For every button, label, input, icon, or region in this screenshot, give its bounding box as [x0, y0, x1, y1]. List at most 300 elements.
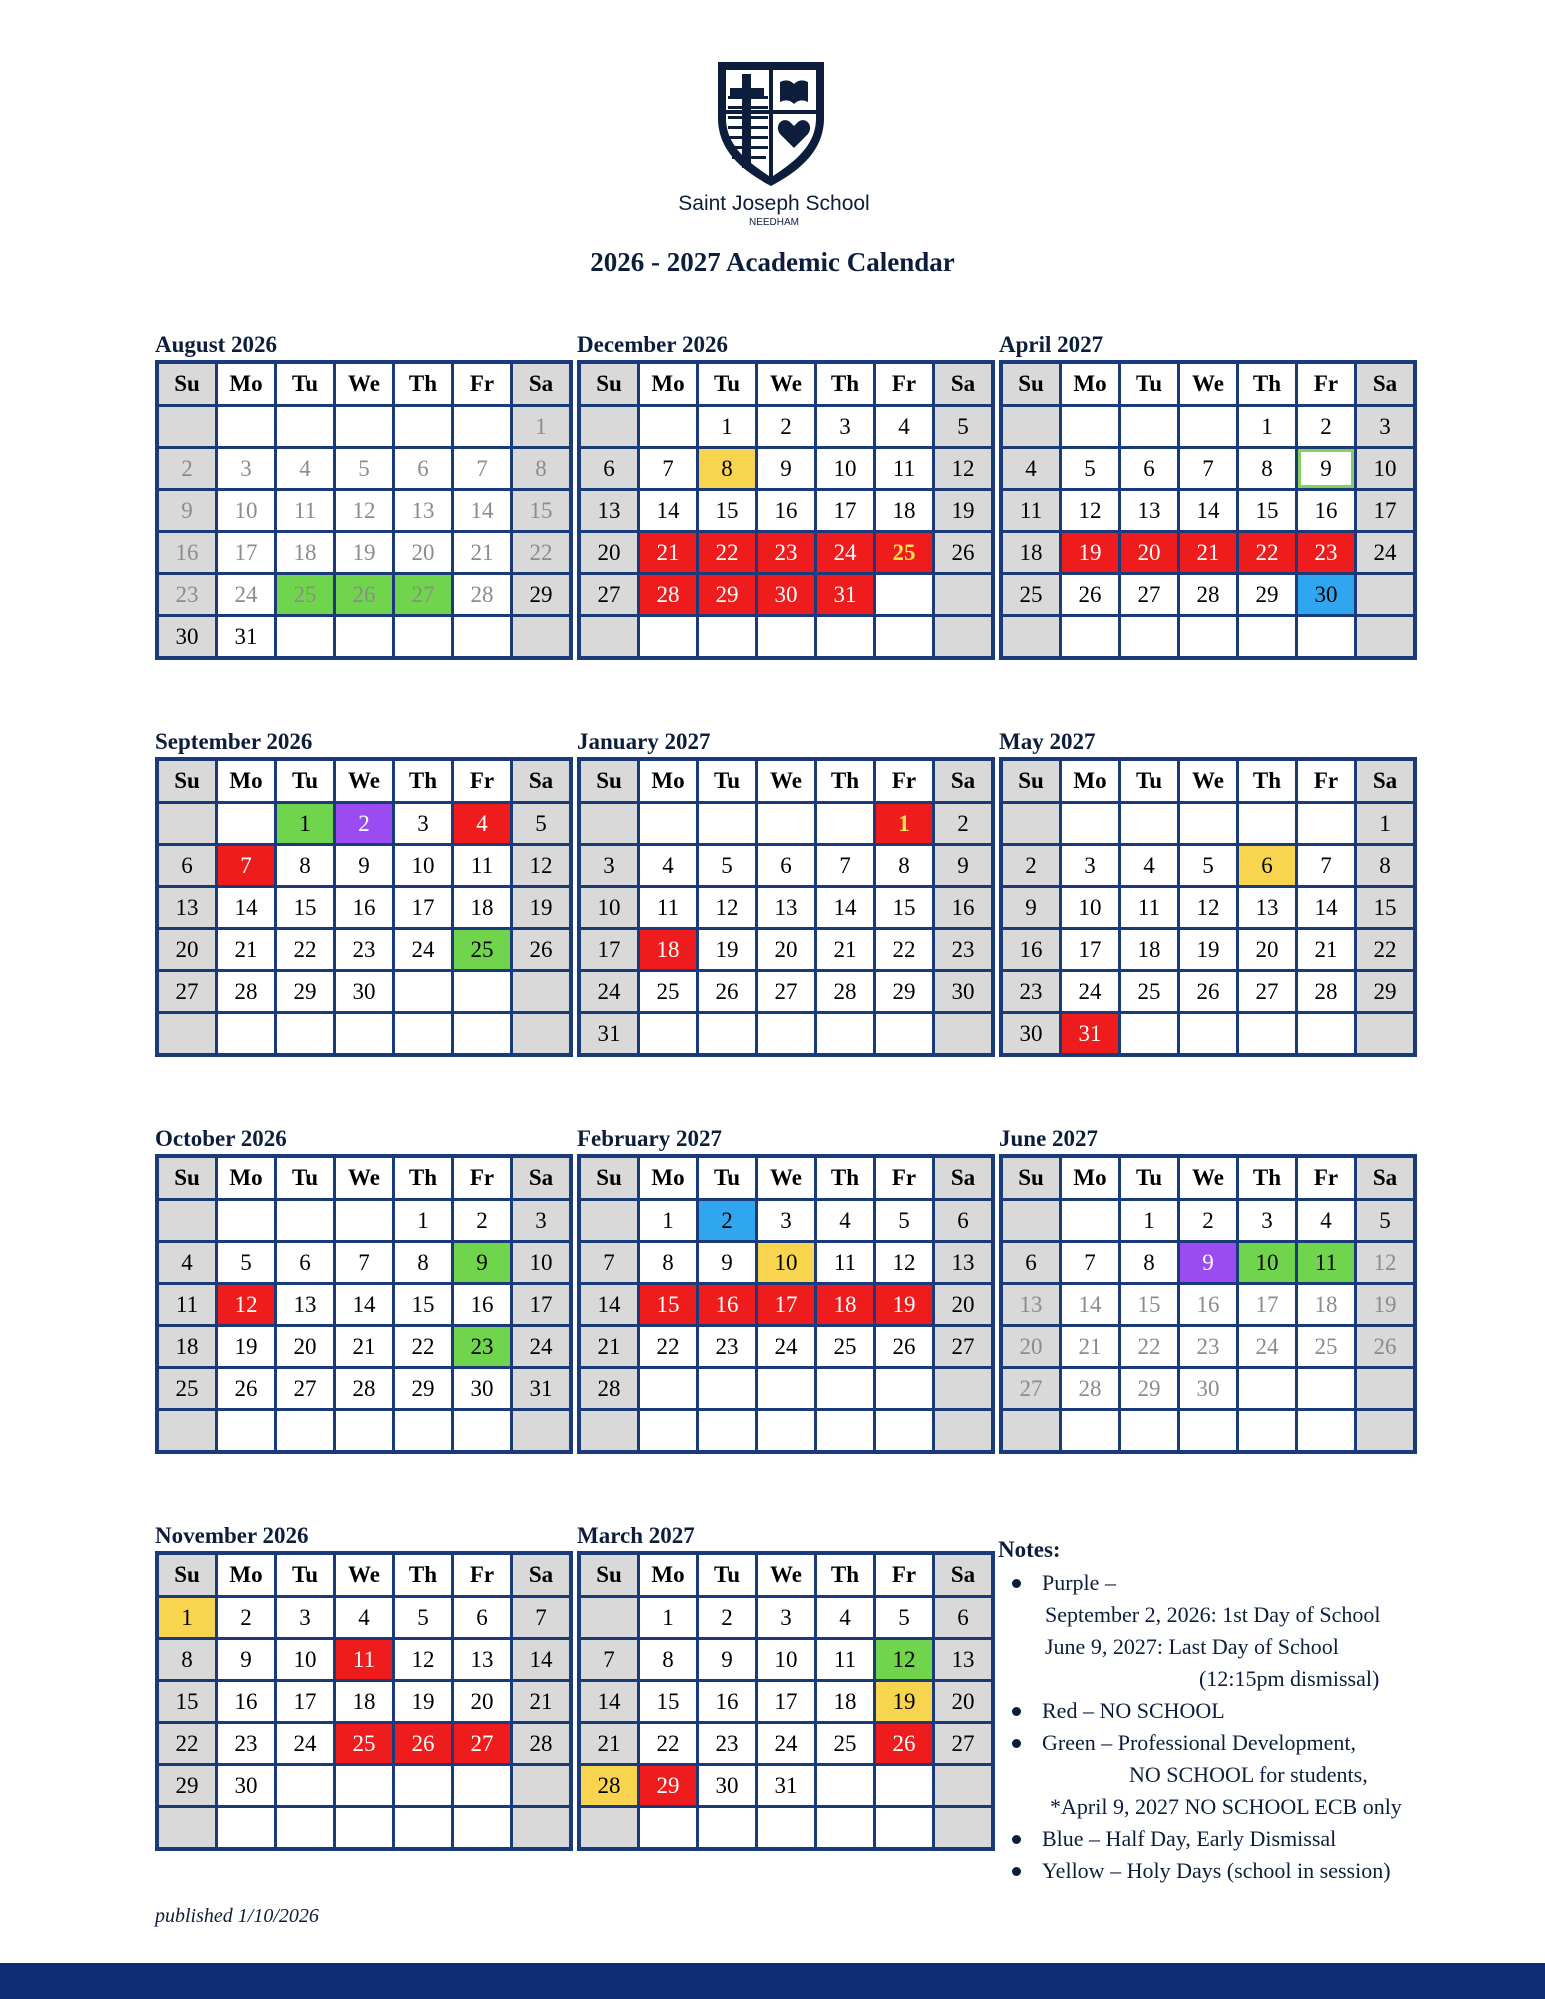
weekday-header: Sa	[512, 362, 572, 406]
day-cell: 6	[157, 845, 217, 887]
day-cell: 27	[934, 1326, 994, 1368]
note-blue-label: Blue – Half Day, Early Dismissal	[1042, 1826, 1337, 1851]
day-cell: 19	[217, 1326, 276, 1368]
day-cell: 21	[453, 532, 512, 574]
weekday-header: Mo	[217, 759, 276, 803]
empty-day-cell	[1120, 1410, 1179, 1453]
note-green-line: *April 9, 2027 NO SCHOOL ECB only	[1050, 1794, 1402, 1819]
day-cell: 8	[1356, 845, 1416, 887]
weekday-header: We	[757, 1156, 816, 1200]
note-purple-line: (12:15pm dismissal)	[1199, 1666, 1380, 1691]
week-row	[157, 929, 571, 971]
empty-day-cell	[579, 803, 639, 845]
day-cell: 10	[512, 1242, 572, 1284]
day-cell: 1	[1120, 1200, 1179, 1242]
day-cell: 9	[757, 448, 816, 490]
day-cell: 3	[1356, 406, 1416, 448]
day-cell: 3	[816, 406, 875, 448]
day-cell: 7	[1061, 1242, 1120, 1284]
day-cell: 12	[217, 1284, 276, 1326]
day-cell: 5	[512, 803, 572, 845]
day-cell: 18	[335, 1681, 394, 1723]
week-row	[579, 971, 993, 1013]
day-cell: 19	[934, 490, 994, 532]
day-cell: 29	[394, 1368, 453, 1410]
month-grid	[999, 757, 1417, 1057]
empty-day-cell	[1179, 406, 1238, 448]
day-cell: 27	[579, 574, 639, 616]
day-cell: 25	[1297, 1326, 1356, 1368]
day-cell: 24	[1061, 971, 1120, 1013]
day-cell: 9	[217, 1639, 276, 1681]
day-cell: 9	[157, 490, 217, 532]
day-cell: 4	[816, 1200, 875, 1242]
weekday-header-row	[157, 1156, 571, 1200]
empty-day-cell	[816, 1013, 875, 1056]
month-calendar	[577, 1522, 976, 1851]
month-grid	[577, 1551, 995, 1851]
day-cell: 13	[1120, 490, 1179, 532]
week-row	[1001, 803, 1415, 845]
day-cell: 14	[579, 1681, 639, 1723]
day-cell: 28	[217, 971, 276, 1013]
day-cell: 25	[816, 1723, 875, 1765]
week-row	[157, 1597, 571, 1639]
empty-day-cell	[1061, 1200, 1120, 1242]
month-grid	[999, 360, 1417, 660]
week-row	[157, 1639, 571, 1681]
logo-text: Saint Joseph School	[678, 192, 870, 215]
week-row	[1001, 1326, 1415, 1368]
day-cell: 21	[217, 929, 276, 971]
day-cell: 24	[579, 971, 639, 1013]
empty-day-cell	[276, 1013, 335, 1056]
empty-day-cell	[1120, 616, 1179, 659]
week-row	[157, 406, 571, 448]
weekday-header: Mo	[1061, 759, 1120, 803]
day-cell: 21	[579, 1326, 639, 1368]
day-cell: 1	[639, 1597, 698, 1639]
week-row	[1001, 574, 1415, 616]
empty-day-cell	[579, 406, 639, 448]
weekday-header: Tu	[276, 362, 335, 406]
empty-day-cell	[579, 1597, 639, 1639]
weekday-header: Fr	[453, 362, 512, 406]
empty-day-cell	[639, 406, 698, 448]
month-calendar	[155, 331, 554, 660]
week-row	[157, 1200, 571, 1242]
day-cell: 23	[453, 1326, 512, 1368]
weekday-header: Th	[394, 362, 453, 406]
day-cell: 25	[816, 1326, 875, 1368]
week-row	[579, 1410, 993, 1453]
weekday-header: Sa	[1356, 362, 1416, 406]
day-cell: 20	[1001, 1326, 1061, 1368]
weekday-header: Fr	[875, 1156, 934, 1200]
weekday-header: Fr	[875, 759, 934, 803]
day-cell: 16	[698, 1284, 757, 1326]
day-cell: 28	[453, 574, 512, 616]
day-cell: 12	[875, 1242, 934, 1284]
empty-day-cell	[579, 1410, 639, 1453]
day-cell: 12	[934, 448, 994, 490]
day-cell: 23	[757, 532, 816, 574]
week-row	[579, 616, 993, 659]
day-cell: 25	[875, 532, 934, 574]
note-red-label: Red – NO SCHOOL	[1042, 1698, 1225, 1723]
month-calendar	[577, 1125, 976, 1454]
day-cell: 3	[757, 1200, 816, 1242]
day-cell: 13	[1001, 1284, 1061, 1326]
week-row	[157, 1723, 571, 1765]
day-cell: 4	[639, 845, 698, 887]
day-cell: 22	[157, 1723, 217, 1765]
week-row	[1001, 1013, 1415, 1056]
month-title: June 2027	[999, 1126, 1099, 1151]
day-cell: 4	[1120, 845, 1179, 887]
weekday-header: Su	[157, 759, 217, 803]
day-cell: 12	[1356, 1242, 1416, 1284]
day-cell: 18	[157, 1326, 217, 1368]
empty-day-cell	[1061, 406, 1120, 448]
day-cell: 25	[157, 1368, 217, 1410]
week-row	[579, 1681, 993, 1723]
day-cell: 12	[512, 845, 572, 887]
day-cell: 5	[394, 1597, 453, 1639]
weekday-header-row	[579, 1156, 993, 1200]
empty-day-cell	[1001, 406, 1061, 448]
empty-day-cell	[1356, 574, 1416, 616]
day-cell: 13	[757, 887, 816, 929]
day-cell: 23	[698, 1723, 757, 1765]
day-cell: 1	[698, 406, 757, 448]
week-row	[157, 490, 571, 532]
day-cell: 23	[157, 574, 217, 616]
empty-day-cell	[1120, 1013, 1179, 1056]
day-cell: 25	[453, 929, 512, 971]
day-cell: 26	[934, 532, 994, 574]
month-title: December 2026	[577, 332, 728, 357]
day-cell: 23	[1297, 532, 1356, 574]
day-cell: 26	[335, 574, 394, 616]
day-cell: 14	[335, 1284, 394, 1326]
day-cell: 11	[816, 1639, 875, 1681]
day-cell: 6	[1238, 845, 1297, 887]
weekday-header: We	[1179, 1156, 1238, 1200]
day-cell: 2	[757, 406, 816, 448]
page-title: 2026 - 2027 Academic Calendar	[590, 247, 955, 277]
day-cell: 12	[335, 490, 394, 532]
day-cell: 15	[639, 1284, 698, 1326]
day-cell: 23	[1179, 1326, 1238, 1368]
empty-day-cell	[816, 616, 875, 659]
week-row	[579, 1242, 993, 1284]
published-date: published 1/10/2026	[155, 1905, 319, 1927]
note-yellow	[998, 1855, 1518, 1887]
day-cell: 24	[276, 1723, 335, 1765]
empty-day-cell	[757, 1807, 816, 1850]
weekday-header: Fr	[453, 1156, 512, 1200]
day-cell: 5	[1179, 845, 1238, 887]
empty-day-cell	[217, 803, 276, 845]
empty-day-cell	[1061, 803, 1120, 845]
week-row	[579, 1765, 993, 1807]
day-cell: 23	[1001, 971, 1061, 1013]
day-cell: 31	[757, 1765, 816, 1807]
day-cell: 17	[757, 1681, 816, 1723]
empty-day-cell	[335, 1765, 394, 1807]
day-cell: 29	[1238, 574, 1297, 616]
day-cell: 1	[276, 803, 335, 845]
empty-day-cell	[1179, 1013, 1238, 1056]
week-row	[1001, 1368, 1415, 1410]
day-cell: 5	[934, 406, 994, 448]
empty-day-cell	[579, 1200, 639, 1242]
empty-day-cell	[512, 1410, 572, 1453]
weekday-header: Tu	[1120, 759, 1179, 803]
day-cell: 25	[1120, 971, 1179, 1013]
day-cell: 22	[639, 1326, 698, 1368]
day-cell: 15	[1356, 887, 1416, 929]
day-cell: 16	[698, 1681, 757, 1723]
weekday-header: Tu	[276, 1156, 335, 1200]
day-cell: 17	[1061, 929, 1120, 971]
day-cell: 4	[875, 406, 934, 448]
weekday-header-row	[157, 1553, 571, 1597]
month-grid	[155, 757, 573, 1057]
day-cell: 27	[1120, 574, 1179, 616]
month-title: May 2027	[999, 729, 1096, 754]
weekday-header: Sa	[934, 759, 994, 803]
day-cell: 28	[335, 1368, 394, 1410]
day-cell: 30	[157, 616, 217, 659]
day-cell: 4	[1001, 448, 1061, 490]
empty-day-cell	[157, 406, 217, 448]
empty-day-cell	[757, 803, 816, 845]
day-cell: 6	[1001, 1242, 1061, 1284]
week-row	[1001, 406, 1415, 448]
day-cell: 16	[217, 1681, 276, 1723]
day-cell: 20	[276, 1326, 335, 1368]
bullet-icon	[1012, 1579, 1021, 1588]
day-cell: 24	[1238, 1326, 1297, 1368]
weekday-header: Th	[816, 759, 875, 803]
week-row	[579, 490, 993, 532]
day-cell: 3	[394, 803, 453, 845]
week-row	[157, 1681, 571, 1723]
day-cell: 7	[217, 845, 276, 887]
empty-day-cell	[512, 971, 572, 1013]
day-cell: 16	[934, 887, 994, 929]
day-cell: 24	[394, 929, 453, 971]
day-cell: 11	[276, 490, 335, 532]
day-cell: 21	[639, 532, 698, 574]
day-cell: 16	[335, 887, 394, 929]
day-cell: 23	[698, 1326, 757, 1368]
day-cell: 29	[157, 1765, 217, 1807]
month-title: April 2027	[999, 332, 1104, 357]
empty-day-cell	[1179, 803, 1238, 845]
month-title: January 2027	[577, 729, 711, 754]
month-calendar	[577, 331, 976, 660]
day-cell: 15	[639, 1681, 698, 1723]
empty-day-cell	[394, 1410, 453, 1453]
note-green-label: Green – Professional Development,	[1042, 1730, 1357, 1755]
empty-day-cell	[217, 1410, 276, 1453]
weekday-header: We	[757, 362, 816, 406]
month-grid	[155, 1551, 573, 1851]
day-cell: 17	[276, 1681, 335, 1723]
day-cell: 28	[1179, 574, 1238, 616]
day-cell: 25	[276, 574, 335, 616]
day-cell: 2	[1179, 1200, 1238, 1242]
day-cell: 26	[875, 1326, 934, 1368]
note-purple-line: June 9, 2027: Last Day of School	[1045, 1634, 1339, 1659]
weekday-header: Mo	[639, 1553, 698, 1597]
day-cell: 28	[1061, 1368, 1120, 1410]
day-cell: 3	[1061, 845, 1120, 887]
day-cell: 9	[1001, 887, 1061, 929]
day-cell: 15	[698, 490, 757, 532]
day-cell: 31	[512, 1368, 572, 1410]
weekday-header-row	[1001, 1156, 1415, 1200]
day-cell: 11	[1001, 490, 1061, 532]
day-cell: 19	[335, 532, 394, 574]
day-cell: 13	[157, 887, 217, 929]
day-cell: 14	[1297, 887, 1356, 929]
day-cell: 8	[875, 845, 934, 887]
weekday-header: Th	[394, 1553, 453, 1597]
weekday-header: Tu	[1120, 1156, 1179, 1200]
empty-day-cell	[512, 1765, 572, 1807]
day-cell: 17	[512, 1284, 572, 1326]
empty-day-cell	[698, 616, 757, 659]
day-cell: 8	[394, 1242, 453, 1284]
week-row	[1001, 887, 1415, 929]
day-cell: 29	[698, 574, 757, 616]
day-cell: 10	[276, 1639, 335, 1681]
weekday-header: We	[335, 1553, 394, 1597]
day-cell: 11	[816, 1242, 875, 1284]
day-cell: 6	[453, 1597, 512, 1639]
day-cell: 2	[335, 803, 394, 845]
day-cell: 1	[1356, 803, 1416, 845]
empty-day-cell	[934, 1013, 994, 1056]
weekday-header-row	[157, 759, 571, 803]
day-cell: 8	[157, 1639, 217, 1681]
day-cell: 16	[453, 1284, 512, 1326]
day-cell: 28	[579, 1765, 639, 1807]
day-cell: 9	[698, 1242, 757, 1284]
day-cell: 14	[579, 1284, 639, 1326]
day-cell: 28	[579, 1368, 639, 1410]
day-cell: 8	[639, 1639, 698, 1681]
day-cell: 16	[1179, 1284, 1238, 1326]
day-cell: 26	[1356, 1326, 1416, 1368]
day-cell: 26	[698, 971, 757, 1013]
day-cell: 20	[453, 1681, 512, 1723]
week-row	[157, 1013, 571, 1056]
day-cell: 2	[157, 448, 217, 490]
day-cell: 30	[453, 1368, 512, 1410]
day-cell: 14	[1061, 1284, 1120, 1326]
empty-day-cell	[875, 1765, 934, 1807]
empty-day-cell	[1297, 1013, 1356, 1056]
empty-day-cell	[934, 574, 994, 616]
day-cell: 1	[1238, 406, 1297, 448]
empty-day-cell	[1356, 1410, 1416, 1453]
empty-day-cell	[757, 1013, 816, 1056]
day-cell: 8	[1120, 1242, 1179, 1284]
weekday-header: Th	[816, 1553, 875, 1597]
week-row	[1001, 845, 1415, 887]
week-row	[157, 1410, 571, 1453]
footer-bar	[0, 1963, 1545, 1999]
day-cell: 5	[1061, 448, 1120, 490]
day-cell: 25	[1001, 574, 1061, 616]
day-cell: 14	[639, 490, 698, 532]
day-cell: 13	[934, 1242, 994, 1284]
empty-day-cell	[276, 1807, 335, 1850]
weekday-header: Fr	[453, 759, 512, 803]
day-cell: 3	[217, 448, 276, 490]
day-cell: 13	[579, 490, 639, 532]
empty-day-cell	[453, 1765, 512, 1807]
empty-day-cell	[157, 1807, 217, 1850]
week-row	[157, 887, 571, 929]
week-row	[579, 532, 993, 574]
weekday-header: Su	[579, 362, 639, 406]
empty-day-cell	[157, 1410, 217, 1453]
day-cell: 22	[1238, 532, 1297, 574]
day-cell: 14	[217, 887, 276, 929]
day-cell: 6	[394, 448, 453, 490]
empty-day-cell	[335, 1013, 394, 1056]
weekday-header: Fr	[1297, 759, 1356, 803]
empty-day-cell	[934, 1807, 994, 1850]
notes	[998, 1537, 1518, 1887]
month-grid	[999, 1154, 1417, 1454]
logo-subtext: NEEDHAM	[748, 217, 800, 228]
empty-day-cell	[934, 1765, 994, 1807]
day-cell: 18	[1297, 1284, 1356, 1326]
day-cell: 29	[1356, 971, 1416, 1013]
empty-day-cell	[757, 1410, 816, 1453]
empty-day-cell	[875, 1368, 934, 1410]
day-cell: 10	[1356, 448, 1416, 490]
day-cell: 23	[217, 1723, 276, 1765]
empty-day-cell	[757, 1368, 816, 1410]
month-grid	[155, 1154, 573, 1454]
day-cell: 18	[816, 1681, 875, 1723]
weekday-header: We	[1179, 759, 1238, 803]
empty-day-cell	[698, 1013, 757, 1056]
weekday-header: Su	[157, 1156, 217, 1200]
empty-day-cell	[1179, 1410, 1238, 1453]
weekday-header-row	[1001, 759, 1415, 803]
empty-day-cell	[875, 1807, 934, 1850]
empty-day-cell	[1297, 1410, 1356, 1453]
empty-day-cell	[217, 1807, 276, 1850]
day-cell: 19	[875, 1681, 934, 1723]
week-row	[579, 574, 993, 616]
weekday-header: We	[335, 1156, 394, 1200]
day-cell: 1	[394, 1200, 453, 1242]
day-cell: 13	[1238, 887, 1297, 929]
month-calendar	[999, 1125, 1398, 1454]
day-cell: 29	[1120, 1368, 1179, 1410]
day-cell: 22	[698, 532, 757, 574]
